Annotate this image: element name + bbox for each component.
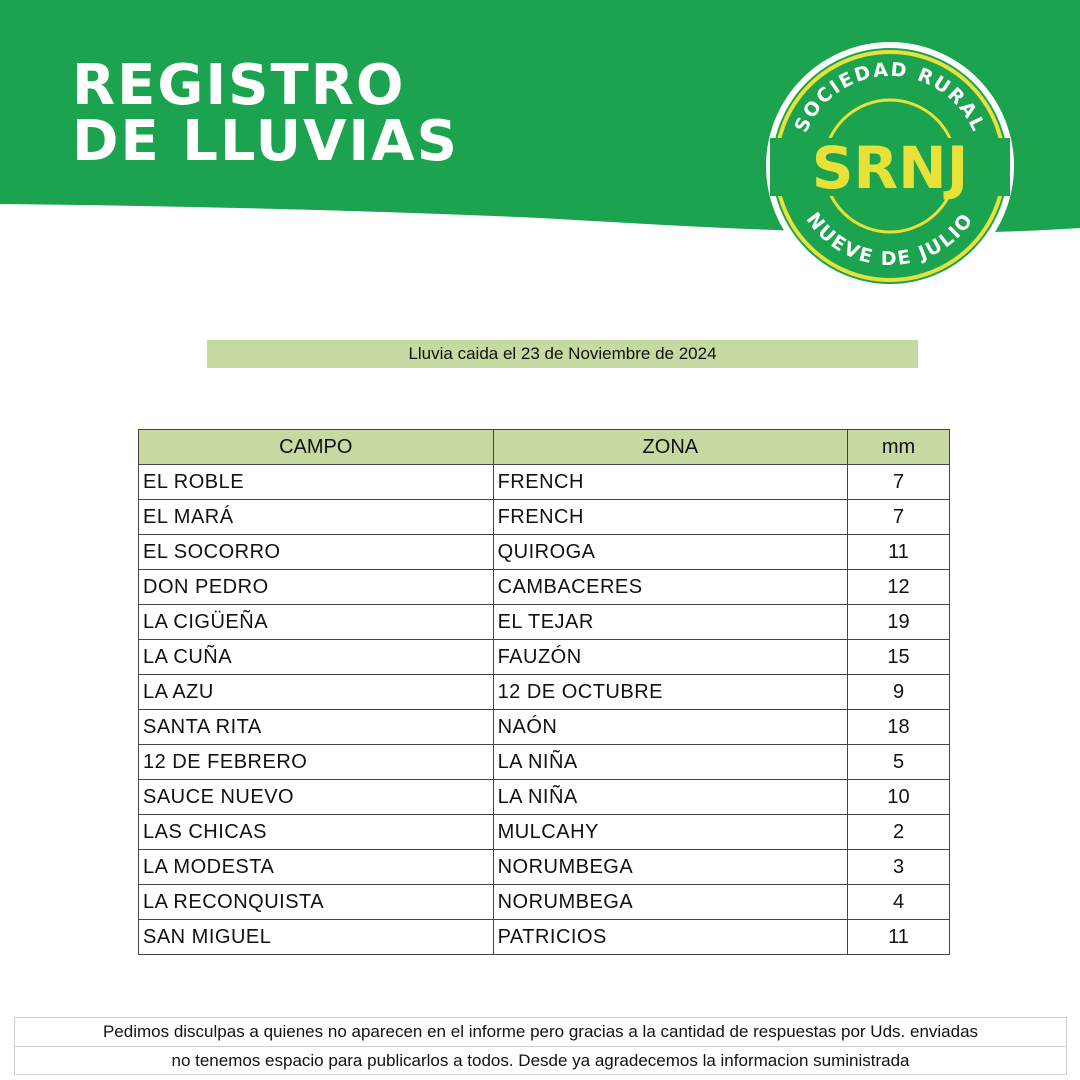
- table-row: [139, 815, 950, 850]
- zona-cell: NORUMBEGA: [493, 850, 848, 885]
- campo-cell: 12 DE FEBRERO: [139, 745, 494, 780]
- table-row: [139, 675, 950, 710]
- column-header-campo: CAMPO: [139, 430, 494, 465]
- zona-cell: NAÓN: [493, 710, 848, 745]
- table-row: [139, 745, 950, 780]
- table-row: [139, 710, 950, 745]
- campo-cell: EL ROBLE: [139, 465, 494, 500]
- table-row: [139, 780, 950, 815]
- zona-cell: CAMBACERES: [493, 570, 848, 605]
- mm-cell: 4: [848, 885, 950, 920]
- mm-cell: 10: [848, 780, 950, 815]
- campo-cell: EL SOCORRO: [139, 535, 494, 570]
- campo-cell: LA RECONQUISTA: [139, 885, 494, 920]
- zona-cell: FRENCH: [493, 465, 848, 500]
- mm-cell: 5: [848, 745, 950, 780]
- table-row: [139, 640, 950, 675]
- zona-cell: LA NIÑA: [493, 780, 848, 815]
- rainfall-table-body: [139, 465, 950, 955]
- rainfall-table: [138, 429, 950, 955]
- campo-cell: SAUCE NUEVO: [139, 780, 494, 815]
- table-row: [139, 500, 950, 535]
- footer-note: [14, 1017, 1067, 1075]
- mm-cell: 9: [848, 675, 950, 710]
- mm-cell: 12: [848, 570, 950, 605]
- mm-cell: 3: [848, 850, 950, 885]
- zona-cell: FAUZÓN: [493, 640, 848, 675]
- mm-cell: 11: [848, 535, 950, 570]
- table-row: [139, 465, 950, 500]
- title-line-2: DE LLUVIAS: [72, 109, 459, 174]
- page-title: [72, 53, 459, 174]
- zona-cell: 12 DE OCTUBRE: [493, 675, 848, 710]
- mm-cell: 15: [848, 640, 950, 675]
- zona-cell: FRENCH: [493, 500, 848, 535]
- campo-cell: LA MODESTA: [139, 850, 494, 885]
- footer-line-1: Pedimos disculpas a quienes no aparecen en el informe pero gracias a la cantidad de respuestas por Uds. enviadas: [102, 1022, 979, 1041]
- logo-initials: SRNJ: [811, 134, 969, 202]
- table-row: [139, 535, 950, 570]
- zona-cell: MULCAHY: [493, 815, 848, 850]
- campo-cell: LA CIGÜEÑA: [139, 605, 494, 640]
- campo-cell: LA AZU: [139, 675, 494, 710]
- table-row: [139, 570, 950, 605]
- mm-cell: 2: [848, 815, 950, 850]
- mm-cell: 7: [848, 465, 950, 500]
- mm-cell: 19: [848, 605, 950, 640]
- title-line-1: REGISTRO: [72, 53, 406, 118]
- zona-cell: NORUMBEGA: [493, 885, 848, 920]
- table-row: [139, 920, 950, 955]
- campo-cell: LA CUÑA: [139, 640, 494, 675]
- table-row: [139, 885, 950, 920]
- mm-cell: 11: [848, 920, 950, 955]
- campo-cell: SAN MIGUEL: [139, 920, 494, 955]
- mm-cell: 18: [848, 710, 950, 745]
- zona-cell: LA NIÑA: [493, 745, 848, 780]
- table-header-row: [139, 430, 950, 465]
- campo-cell: SANTA RITA: [139, 710, 494, 745]
- logo-bottom-text: NUEVE DE JULIO: [801, 208, 979, 271]
- zona-cell: QUIROGA: [493, 535, 848, 570]
- column-header-mm: mm: [848, 430, 950, 465]
- zona-cell: EL TEJAR: [493, 605, 848, 640]
- campo-cell: DON PEDRO: [139, 570, 494, 605]
- table-row: [139, 605, 950, 640]
- campo-cell: EL MARÁ: [139, 500, 494, 535]
- footer-line-2: no tenemos espacio para publicarlos a todos. Desde ya agradecemos la informacion suministrada: [15, 1046, 1066, 1075]
- mm-cell: 7: [848, 500, 950, 535]
- zona-cell: PATRICIOS: [493, 920, 848, 955]
- column-header-zona: ZONA: [493, 430, 848, 465]
- srnj-logo: [764, 40, 1016, 292]
- report-date-caption: Lluvia caida el 23 de Noviembre de 2024: [207, 340, 918, 368]
- logo-top-text: SOCIEDAD RURAL: [790, 58, 990, 136]
- campo-cell: LAS CHICAS: [139, 815, 494, 850]
- table-row: [139, 850, 950, 885]
